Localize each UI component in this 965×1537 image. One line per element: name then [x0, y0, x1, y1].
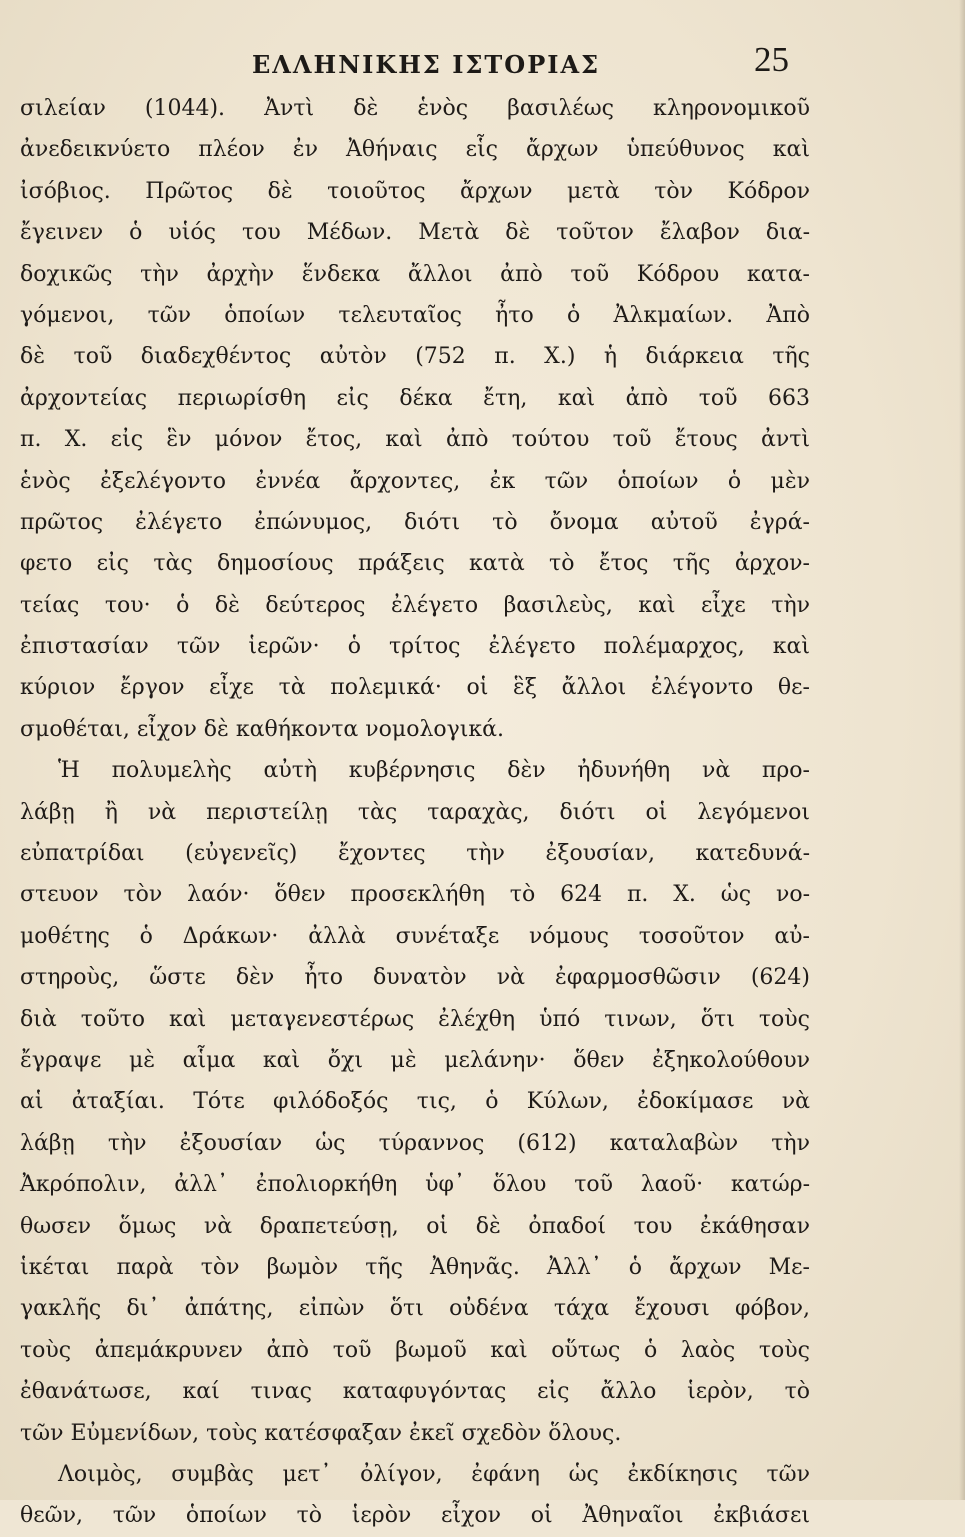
running-title: ΕΛΛΗΝΙΚΗΣ ΙΣΤΟΡΙΑΣ	[252, 50, 601, 79]
paragraph-start-line: Λοιμὸς, συμβὰς μετ᾽ ὀλίγον, ἐφάνη ὡς ἐκδίκησις τῶν	[58, 1461, 810, 1487]
text-line: ἐθανάτωσε, καί τινας καταφυγόντας εἰς ἄλλο ἱερὸν, τὸ	[20, 1379, 810, 1405]
text-line: σιλείαν (1044). Ἀντὶ δὲ ἑνὸς βασιλέως κληρονομικοῦ	[20, 96, 810, 121]
text-line: ἱκέται παρὰ τὸν βωμὸν τῆς Ἀθηνᾶς. Ἀλλ᾽ ὁ ἄρχων Με-	[20, 1254, 810, 1280]
text-line: γακλῆς δι᾽ ἀπάτης, εἰπὼν ὅτι οὐδένα τάχα ἔχουσι φόβον,	[20, 1296, 810, 1322]
text-line: Ἀκρόπολιν, ἀλλ᾽ ἐπολιορκήθη ὑφ᾽ ὅλου τοῦ λαοῦ· κατώρ-	[20, 1172, 810, 1198]
text-line: ἀρχοντείας περιωρίσθη εἰς δέκα ἔτη, καὶ ἀπὸ τοῦ 663	[20, 385, 810, 411]
text-line: ἐπιστασίαν τῶν ἱερῶν· ὁ τρίτος ἐλέγετο πολέμαρχος, καὶ	[20, 634, 810, 660]
text-line: μοθέτης ὁ Δράκων· ἀλλὰ συνέταξε νόμους τοσοῦτον αὐ-	[20, 923, 810, 949]
text-line: στηροὺς, ὥστε δὲν ἦτο δυνατὸν νὰ ἐφαρμοσθῶσιν (624)	[20, 965, 810, 991]
text-line: κύριον ἔργον εἶχε τὰ πολεμικά· οἱ ἓξ ἄλλοι ἐλέγοντο θε-	[20, 675, 810, 701]
text-line: διὰ τοῦτο καὶ μεταγενεστέρως ἐλέχθη ὑπό τινων, ὅτι τοὺς	[20, 1006, 810, 1032]
text-line: τείας του· ὁ δὲ δεύτερος ἐλέγετο βασιλεὺς, καὶ εἶχε τὴν	[20, 592, 810, 618]
text-line: λάβῃ τὴν ἐξουσίαν ὡς τύραννος (612) καταλαβὼν τὴν	[20, 1130, 810, 1156]
text-line: φετο εἰς τὰς δημοσίους πράξεις κατὰ τὸ ἔτος τῆς ἀρχον-	[20, 551, 810, 577]
text-line: ἀνεδεικνύετο πλέον ἐν Ἀθήναις εἷς ἄρχων ὑπεύθυνος καὶ	[20, 137, 810, 163]
text-line: εὐπατρίδαι (εὐγενεῖς) ἔχοντες τὴν ἐξουσίαν, κατεδυνά-	[20, 841, 810, 867]
text-line: ἔγεινεν ὁ υἱός του Μέδων. Μετὰ δὲ τοῦτον ἔλαβον δια-	[20, 220, 810, 246]
text-line: γόμενοι, τῶν ὁποίων τελευταῖος ἦτο ὁ Ἀλκμαίων. Ἀπὸ	[20, 302, 810, 328]
text-line: πρῶτος ἐλέγετο ἐπώνυμος, διότι τὸ ὄνομα αὐτοῦ ἐγρά-	[20, 509, 810, 535]
text-line: δοχικῶς τὴν ἀρχὴν ἕνδεκα ἄλλοι ἀπὸ τοῦ Κόδρου κατα-	[20, 261, 810, 287]
text-line: θωσεν ὅμως νὰ δραπετεύσῃ, οἱ δὲ ὀπαδοί του ἐκάθησαν	[20, 1213, 810, 1239]
body-text	[20, 88, 810, 1537]
page-number: 25	[754, 40, 789, 79]
text-line: π. Χ. εἰς ἓν μόνον ἔτος, καὶ ἀπὸ τούτου τοῦ ἔτους ἀντὶ	[20, 427, 810, 453]
text-line: στευον τὸν λαόν· ὅθεν προσεκλήθη τὸ 624 π. Χ. ὡς νο-	[20, 882, 810, 908]
text-line: λάβῃ ἢ νὰ περιστείλῃ τὰς ταραχὰς, διότι οἱ λεγόμενοι	[20, 799, 810, 825]
text-line: αἱ ἀταξίαι. Τότε φιλόδοξός τις, ὁ Κύλων, ἐδοκίμασε νὰ	[20, 1089, 810, 1115]
page-header	[0, 40, 965, 86]
text-line: τοὺς ἀπεμάκρυνεν ἀπὸ τοῦ βωμοῦ καὶ οὕτως ὁ λαὸς τοὺς	[20, 1337, 810, 1363]
paragraph-end-line: τῶν Εὐμενίδων, τοὺς κατέσφαξαν ἐκεῖ σχεδὸν ὅλους.	[20, 1420, 622, 1446]
text-line: ἔγραψε μὲ αἷμα καὶ ὄχι μὲ μελάνην· ὅθεν ἐξηκολούθουν	[20, 1047, 810, 1073]
text-line: ἰσόβιος. Πρῶτος δὲ τοιοῦτος ἄρχων μετὰ τὸν Κόδρον	[20, 178, 810, 204]
paragraph-start-line: Ἡ πολυμελὴς αὐτὴ κυβέρνησις δὲν ἠδυνήθη νὰ προ-	[58, 758, 810, 784]
text-line: ἑνὸς ἐξελέγοντο ἐννέα ἄρχοντες, ἐκ τῶν ὁποίων ὁ μὲν	[20, 468, 810, 494]
text-line: θεῶν, τῶν ὁποίων τὸ ἱερὸν εἶχον οἱ Ἀθηναῖοι ἐκβιάσει	[20, 1503, 810, 1529]
text-line: δὲ τοῦ διαδεχθέντος αὐτὸν (752 π. Χ.) ἡ διάρκεια τῆς	[20, 344, 810, 370]
page-edge-shadow	[959, 0, 965, 1500]
paragraph-end-line: σμοθέται, εἶχον δὲ καθήκοντα νομολογικά.	[20, 716, 504, 742]
